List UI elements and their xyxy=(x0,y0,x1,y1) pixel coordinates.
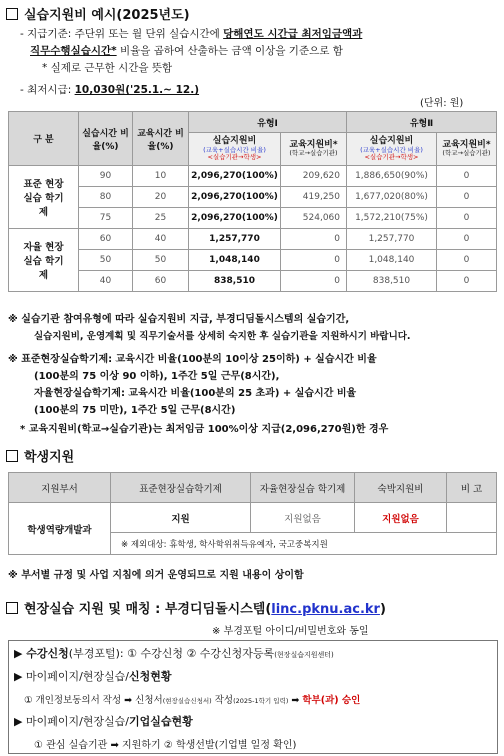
header-type2: 유형Ⅱ xyxy=(347,112,497,133)
cell-edu: 50 xyxy=(133,250,189,271)
cell-edu2: 0 xyxy=(437,187,497,208)
note-2c: 자율현장실습학기제: 교육시간 비율(100분의 25 초과) + 실습시간 비율 xyxy=(34,388,357,399)
section-title-student-support xyxy=(6,446,74,465)
criteria-line2-bold: 직무수행실습시간* xyxy=(30,45,117,57)
cell-edu1: 0 xyxy=(281,229,347,250)
header-support-sub2: <실습기관→학생> xyxy=(364,152,419,161)
cell-practice: 50 xyxy=(79,250,133,271)
criteria-line-1: - 지급기준: 주단위 또는 월 단위 실습시간에 당해연도 시간급 최저임금액과 xyxy=(20,28,363,40)
cell-edu: 25 xyxy=(133,208,189,229)
cell-edu: 20 xyxy=(133,187,189,208)
step2-pre: ▶ 마이페이지/현장실습/ xyxy=(14,670,130,683)
header-support-sub: (교육+실습시간 비율) xyxy=(203,145,266,154)
cell-support2: 838,510 xyxy=(347,271,437,292)
cell-support1: 838,510 xyxy=(189,271,281,292)
cell-edu2: 0 xyxy=(437,166,497,187)
checkbox-square-icon xyxy=(6,602,18,614)
header-edu-support-sub: (학교→실습기관) xyxy=(442,149,491,158)
standard-value: 지원 xyxy=(111,503,251,533)
step4-bold: 기업실습현황 xyxy=(129,715,193,728)
cell-edu1: 0 xyxy=(281,271,347,292)
autonomous-value: 지원없음 xyxy=(251,503,355,533)
header-category: 구 분 xyxy=(9,112,79,166)
section-title-text: 현장실습 지원 및 매칭 : 부경디딤돌시스템( xyxy=(24,602,272,617)
linc-link[interactable]: linc.pknu.ac.kr xyxy=(271,602,380,617)
header-edu-support-sub: (학교→실습기관) xyxy=(289,149,338,158)
cell-practice: 75 xyxy=(79,208,133,229)
checkbox-square-icon xyxy=(6,8,18,20)
criteria-line2-rest: 비율을 곱하여 산출하는 금액 이상을 기준으로 함 xyxy=(116,45,343,57)
cell-practice: 40 xyxy=(79,271,133,292)
cell-edu: 60 xyxy=(133,271,189,292)
cell-edu2: 0 xyxy=(437,271,497,292)
cell-support2: 1,572,210(75%) xyxy=(347,208,437,229)
step3-small: (현장실습신청서) xyxy=(162,697,212,705)
step1-small: (현장실습지원센터) xyxy=(274,651,334,659)
header-support-label: 실습지원비 xyxy=(212,136,257,147)
cell-support1: 1,048,140 xyxy=(189,250,281,271)
header-lodging: 숙박지원비 xyxy=(355,473,447,503)
section-title-text: 학생지원 xyxy=(24,450,75,465)
step2-bold: 신청현황 xyxy=(129,670,172,683)
note-1b: 실습지원비, 운영계획 및 직무기술서를 상세히 숙지한 후 실습기관을 지원하시기 바랍니다. xyxy=(34,331,411,342)
table-row xyxy=(9,208,497,229)
step1-bold: ▶ 수강신청 xyxy=(14,647,69,660)
cell-edu1: 419,250 xyxy=(281,187,347,208)
header-autonomous: 자율현장실습 학기제 xyxy=(251,473,355,503)
header-support-type2 xyxy=(347,133,437,166)
cell-support2: 1,257,770 xyxy=(347,229,437,250)
cell-edu2: 0 xyxy=(437,250,497,271)
cell-practice: 60 xyxy=(79,229,133,250)
cell-edu: 10 xyxy=(133,166,189,187)
header-edu-support-label: 교육지원비* xyxy=(289,140,338,151)
min-wage-value: 10,030원('25.1.~ 12.) xyxy=(74,84,200,96)
cell-practice: 80 xyxy=(79,187,133,208)
step3a: ① 개인정보동의서 작성 ➡ 신청서 xyxy=(24,695,163,706)
min-wage-line: - 최저시급: 10,030원('25.1.~ 12.) xyxy=(20,84,200,96)
note-2d: (100분의 75 미만), 1주간 5일 근무(8시간) xyxy=(34,405,236,416)
cell-support1: 2,096,270(100%) xyxy=(189,187,281,208)
table-row xyxy=(9,229,497,250)
header-edu-support-label: 교육지원비* xyxy=(442,140,491,151)
exclude-note: ※ 제외대상: 휴학생, 학사학위취득유예자, 국고중복지원 xyxy=(111,533,497,555)
table-row xyxy=(9,271,497,292)
step4-pre: ▶ 마이페이지/현장실습/ xyxy=(14,715,130,728)
note-2b: (100분의 75 이상 90 이하), 1주간 5일 근무(8시간), xyxy=(34,371,280,382)
section-title-support-example xyxy=(6,4,190,23)
header-remark: 비 고 xyxy=(447,473,497,503)
student-support-table xyxy=(8,472,497,555)
note-3: * 교육지원비(학교→실습기관)는 최저임금 100%이상 지급(2,096,270원)한 경우 xyxy=(20,424,389,435)
login-note: ※ 부경포털 아이디/비밀번호와 동일 xyxy=(212,626,369,637)
min-wage-label: 최저시급: xyxy=(27,84,75,96)
header-standard: 표준현장실습학기제 xyxy=(111,473,251,503)
group-standard: 표준 현장실습 학기제 xyxy=(9,166,79,229)
cell-edu2: 0 xyxy=(437,229,497,250)
step3-approval: 학부(과) 승인 xyxy=(302,695,361,706)
section-title-end: ) xyxy=(379,602,386,617)
header-dept: 지원부서 xyxy=(9,473,111,503)
department-notice: ※ 부서별 규정 및 사업 지침에 의거 운영되므로 지원 내용이 상이함 xyxy=(8,570,304,581)
checkbox-square-icon xyxy=(6,450,18,462)
criteria-prefix: 지급기준: 주단위 또는 월 단위 실습시간에 xyxy=(27,28,224,40)
unit-label: (단위: 원) xyxy=(420,98,464,109)
step-application-status xyxy=(14,668,172,684)
lodging-value: 지원없음 xyxy=(355,503,447,533)
step1-rest: (부경포털): ① 수강신청 ② 수강신청자등록 xyxy=(68,647,275,660)
criteria-bold: 당해연도 시간급 최저임금액과 xyxy=(223,28,363,40)
step-application-detail xyxy=(24,692,360,706)
cell-support1: 1,257,770 xyxy=(189,229,281,250)
header-support-label: 실습지원비 xyxy=(369,136,414,147)
step-company-status xyxy=(14,713,193,729)
note-1a: ※ 실습기관 참여유형에 따라 실습지원비 지급, 부경디딤돌시스템의 실습기간, xyxy=(8,314,350,325)
step-course-registration xyxy=(14,645,334,661)
step3c: ➡ xyxy=(288,695,303,706)
cell-edu1: 209,620 xyxy=(281,166,347,187)
cell-support2: 1,886,650(90%) xyxy=(347,166,437,187)
header-type1: 유형Ⅰ xyxy=(189,112,347,133)
header-support-sub: (교육+실습시간 비율) xyxy=(360,145,423,154)
cell-edu1: 524,060 xyxy=(281,208,347,229)
cell-edu: 40 xyxy=(133,229,189,250)
cell-edu2: 0 xyxy=(437,208,497,229)
section-title-matching xyxy=(6,598,386,617)
step3b: 작성 xyxy=(211,695,234,706)
cell-support2: 1,048,140 xyxy=(347,250,437,271)
header-support-sub2: <실습기관→학생> xyxy=(207,152,262,161)
cell-support1: 2,096,270(100%) xyxy=(189,208,281,229)
note-2a: ※ 표준현장실습학기제: 교육시간 비율(100분의 10이상 25이하) + 실습시간 비율 xyxy=(8,354,377,365)
header-support-type1 xyxy=(189,133,281,166)
table-row xyxy=(9,166,497,187)
cell-support2: 1,677,020(80%) xyxy=(347,187,437,208)
cell-practice: 90 xyxy=(79,166,133,187)
step-company-detail: ① 관심 실습기관 ➡ 지원하기 ② 학생선발(기업별 일정 확인) xyxy=(34,740,297,751)
table-row xyxy=(9,187,497,208)
table-row xyxy=(9,250,497,271)
cell-edu1: 0 xyxy=(281,250,347,271)
header-practice-ratio: 실습시간 비율(%) xyxy=(79,112,133,166)
remark-value xyxy=(447,503,497,533)
group-autonomous: 자율 현장실습 학기제 xyxy=(9,229,79,292)
step3-small2: (2025-1학기 입력) xyxy=(233,697,289,705)
header-edu-support-type1 xyxy=(281,133,347,166)
support-table xyxy=(8,111,497,292)
dept-name: 학생역량개발과 xyxy=(9,503,111,555)
criteria-note: * 실제로 근무한 시간을 뜻함 xyxy=(42,62,173,74)
cell-support1: 2,096,270(100%) xyxy=(189,166,281,187)
header-edu-support-type2 xyxy=(437,133,497,166)
criteria-line-2 xyxy=(30,43,343,58)
section-title-text: 실습지원비 예시(2025년도) xyxy=(24,8,190,23)
header-edu-ratio: 교육시간 비율(%) xyxy=(133,112,189,166)
